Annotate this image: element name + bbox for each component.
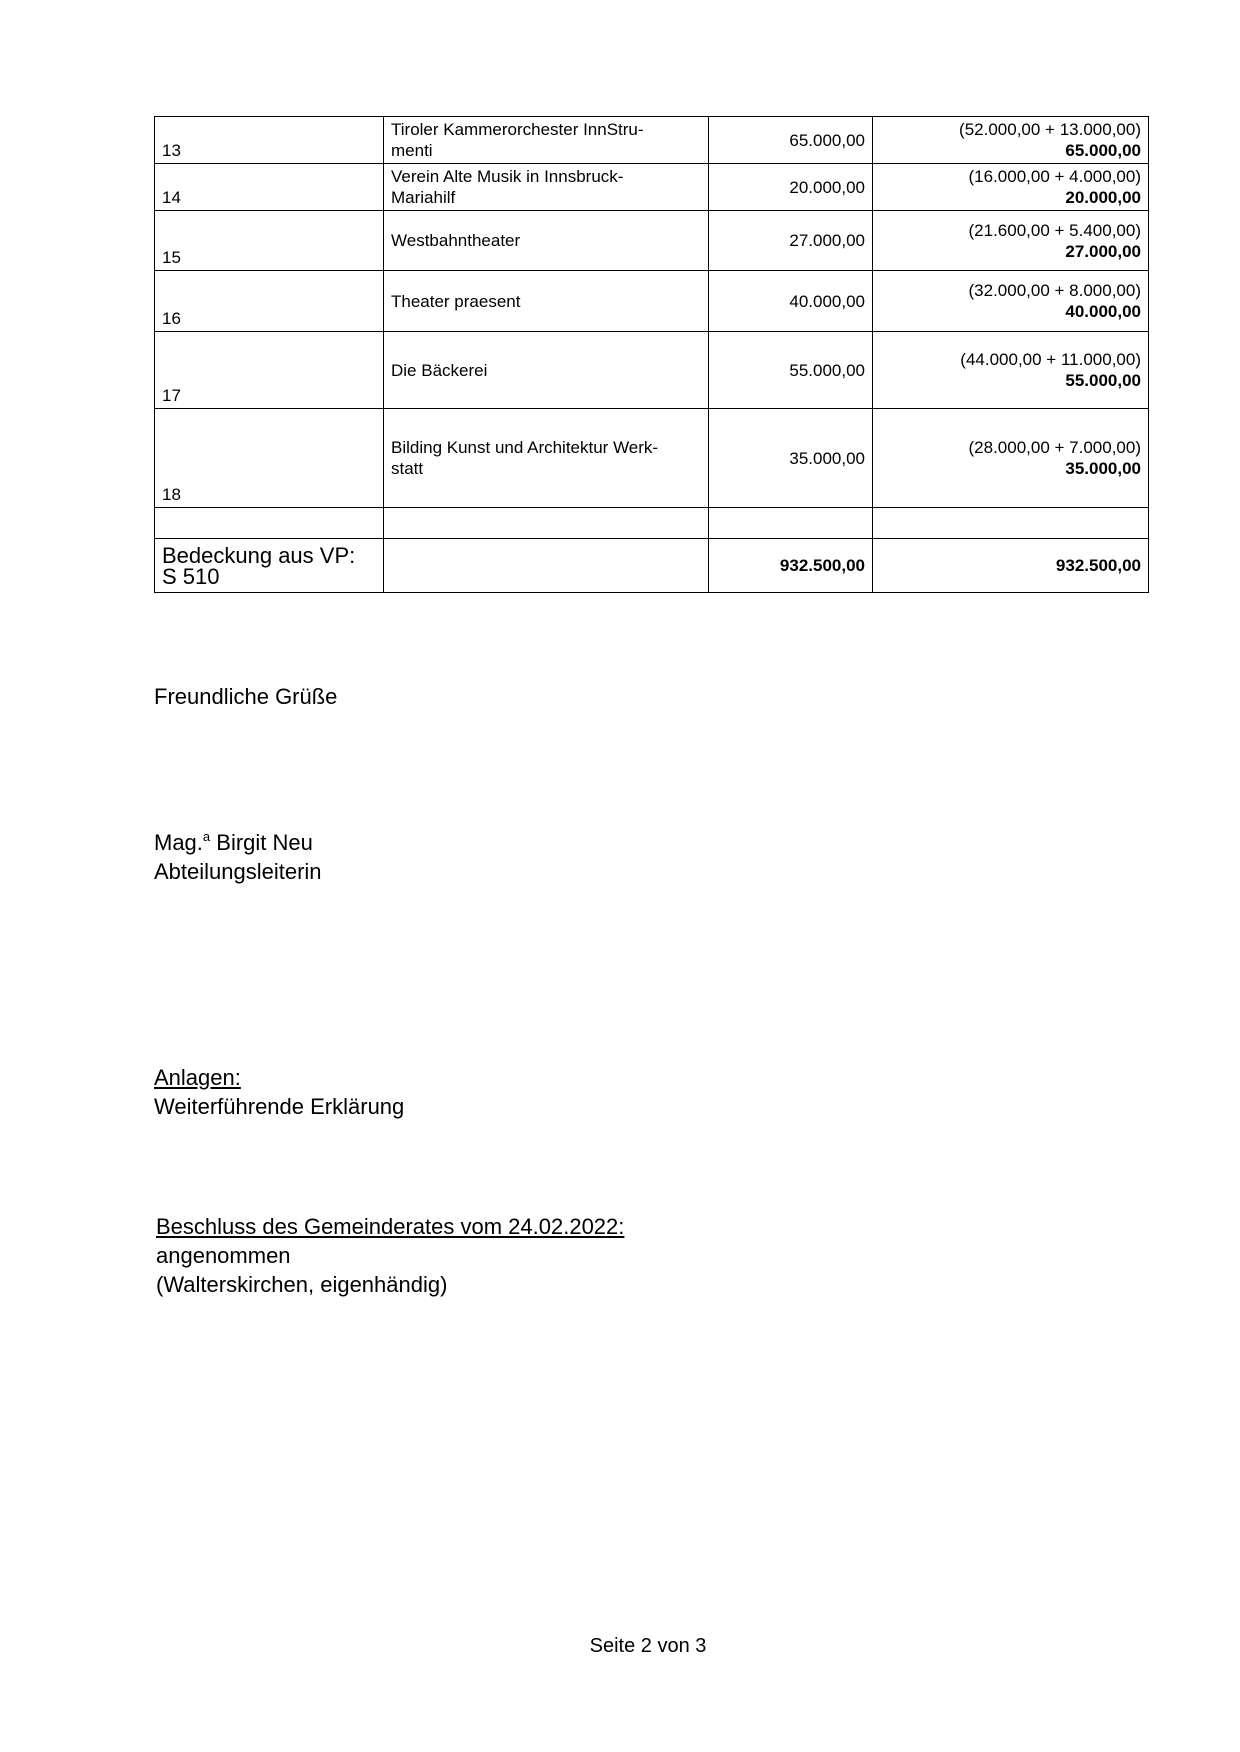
signer-role: Abteilungsleiterin <box>154 859 322 884</box>
attachment-item: Weiterführende Erklärung <box>154 1094 405 1119</box>
attachments-heading: Anlagen: <box>154 1065 241 1090</box>
split-total: 40.000,00 <box>1065 302 1141 321</box>
split-parts: (32.000,00 + 8.000,00) <box>968 281 1141 300</box>
split-parts: (28.000,00 + 7.000,00) <box>968 438 1141 457</box>
row-number: 14 <box>155 164 384 211</box>
funding-table <box>154 116 1149 593</box>
amount: 20.000,00 <box>709 164 873 211</box>
amount: 35.000,00 <box>709 409 873 508</box>
table-row <box>155 117 1149 164</box>
resolution-heading: Beschluss des Gemeinderates vom 24.02.2022: <box>156 1214 625 1239</box>
split-cell <box>873 211 1149 271</box>
amount: 27.000,00 <box>709 211 873 271</box>
recipient-name: Westbahntheater <box>384 211 709 271</box>
split-grand-total: 932.500,00 <box>873 539 1149 593</box>
table-row <box>155 332 1149 409</box>
amount: 40.000,00 <box>709 271 873 332</box>
table-row <box>155 409 1149 508</box>
split-total: 55.000,00 <box>1065 371 1141 390</box>
split-cell <box>873 271 1149 332</box>
resolution-block <box>156 1212 624 1299</box>
split-cell <box>873 409 1149 508</box>
split-parts: (52.000,00 + 13.000,00) <box>959 120 1141 139</box>
signer-block <box>154 828 322 886</box>
row-number: 16 <box>155 271 384 332</box>
table-row <box>155 271 1149 332</box>
table-row <box>155 164 1149 211</box>
split-total: 65.000,00 <box>1065 141 1141 160</box>
amount-total: 932.500,00 <box>709 539 873 593</box>
split-cell <box>873 332 1149 409</box>
resolution-result: angenommen <box>156 1243 291 1268</box>
row-number: 15 <box>155 211 384 271</box>
amount: 55.000,00 <box>709 332 873 409</box>
recipient-name: Verein Alte Musik in Innsbruck- Mariahilf <box>384 164 709 211</box>
greeting: Freundliche Grüße <box>154 684 338 709</box>
split-parts: (21.600,00 + 5.400,00) <box>968 220 1141 240</box>
split-parts: (44.000,00 + 11.000,00) <box>960 350 1141 369</box>
row-number: 18 <box>155 409 384 508</box>
resolution-signature-note: (Walterskirchen, eigenhändig) <box>156 1272 448 1297</box>
recipient-name: Bilding Kunst und Architektur Werk- statt <box>384 409 709 508</box>
recipient-name: Theater praesent <box>384 271 709 332</box>
row-number: 13 <box>155 117 384 164</box>
table-row <box>155 211 1149 271</box>
empty-row <box>155 508 1149 539</box>
total-row <box>155 539 1149 593</box>
split-cell <box>873 164 1149 211</box>
row-number: 17 <box>155 332 384 409</box>
split-parts: (16.000,00 + 4.000,00) <box>968 167 1141 186</box>
split-cell <box>873 117 1149 164</box>
signer-name: Mag.$^a$ Birgit Neu <box>154 829 313 855</box>
attachments-block <box>154 1063 404 1121</box>
split-total: 27.000,00 <box>1065 241 1141 261</box>
recipient-name: Tiroler Kammerorchester InnStru- menti <box>384 117 709 164</box>
split-total: 35.000,00 <box>1065 459 1141 478</box>
coverage-label: Bedeckung aus VP: S 510 <box>155 539 384 593</box>
recipient-name: Die Bäckerei <box>384 332 709 409</box>
amount: 65.000,00 <box>709 117 873 164</box>
page-number: Seite 2 von 3 <box>589 1635 707 1657</box>
split-total: 20.000,00 <box>1065 188 1141 207</box>
